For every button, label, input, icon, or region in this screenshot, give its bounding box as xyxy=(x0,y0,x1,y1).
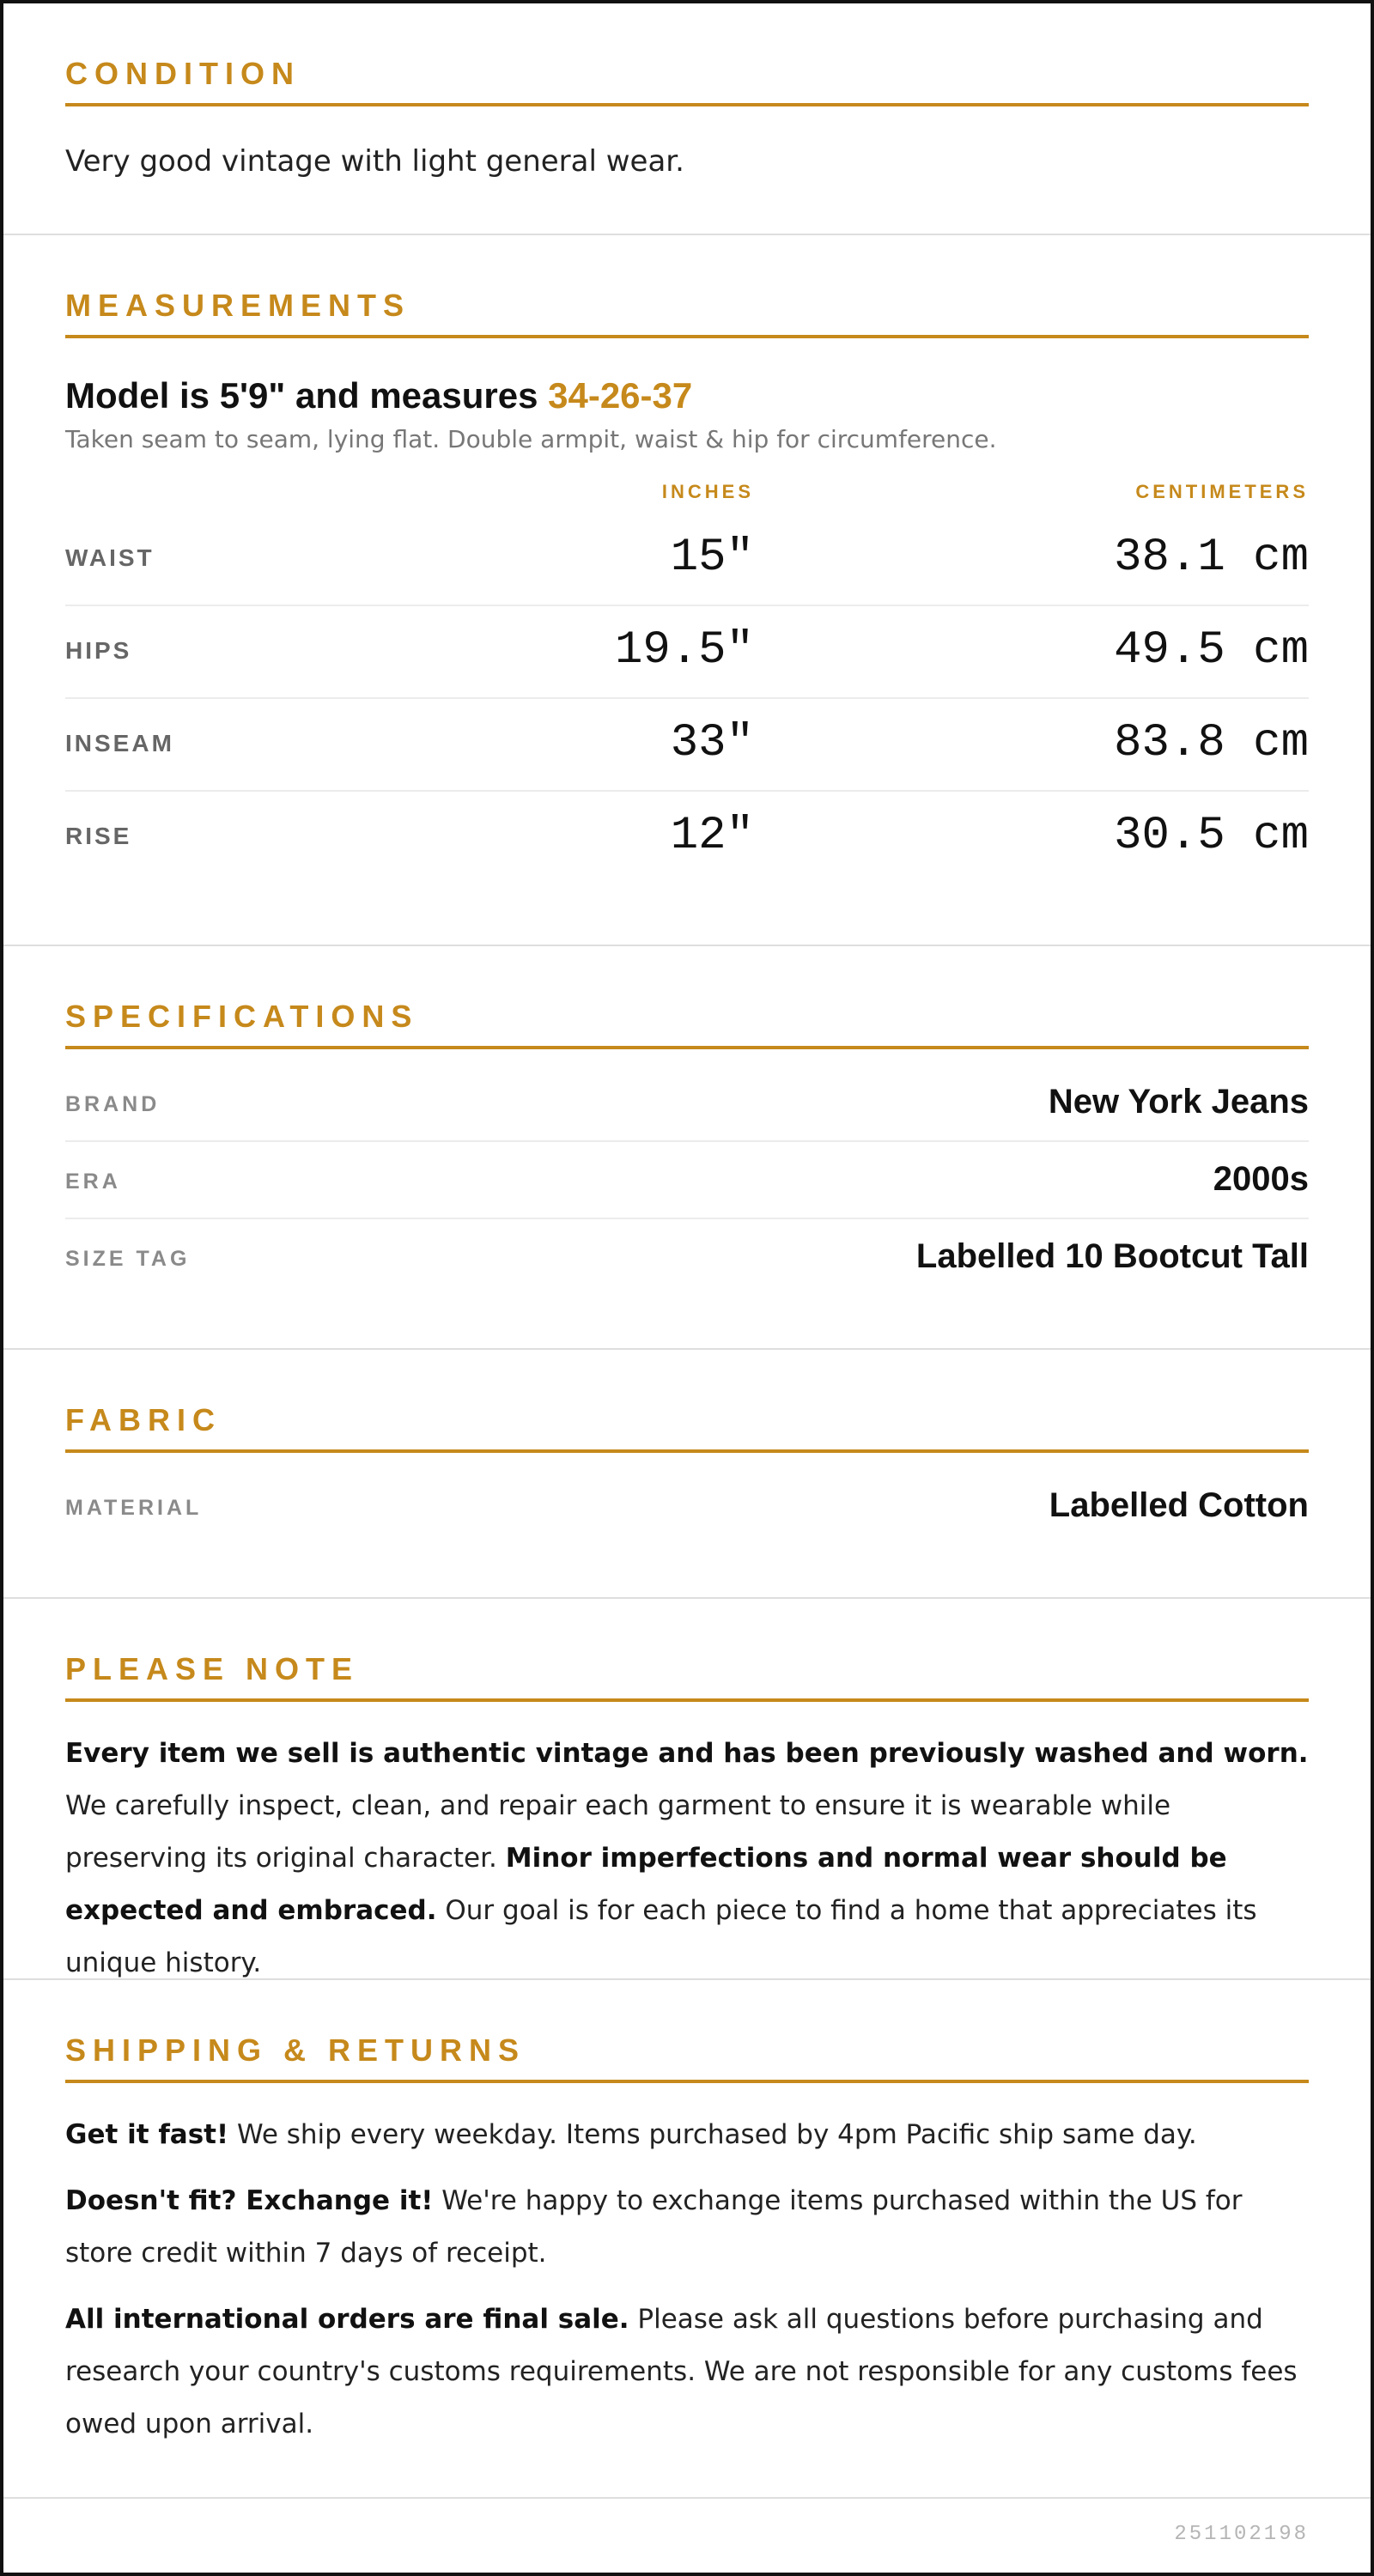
spec-key: SIZE TAG xyxy=(65,1247,191,1271)
product-id-code: 251102198 xyxy=(1174,2523,1309,2546)
spec-row-era xyxy=(65,1142,1309,1219)
measurements-note: Taken seam to seam, lying flat. Double armpit, waist & hip for circumference. xyxy=(65,425,997,453)
spec-row-brand xyxy=(65,1065,1309,1142)
shipping-fast-paragraph xyxy=(65,2109,1309,2161)
measurement-centimeters: 49.5 cm xyxy=(1114,624,1309,677)
spec-value: 2000s xyxy=(1213,1160,1309,1198)
measurement-row-hips xyxy=(65,606,1309,699)
specifications-heading: SPECIFICATIONS xyxy=(65,946,1309,1049)
note-bold-imperfections: Minor imperfections and normal wear should be expected and embraced. xyxy=(65,1843,1227,1926)
measurement-row-inseam xyxy=(65,699,1309,792)
please-note-text xyxy=(65,1728,1309,1990)
fabric-list xyxy=(65,1468,1309,1544)
model-prefix: Model is 5'9" and measures xyxy=(65,375,549,416)
measurement-inches: 33" xyxy=(670,717,754,769)
condition-description: Very good vintage with light general wear. xyxy=(65,144,684,179)
measurement-row-waist xyxy=(65,513,1309,606)
please-note-heading: PLEASE NOTE xyxy=(65,1599,1309,1702)
measurement-inches: 15" xyxy=(670,532,754,584)
fabric-value: Labelled Cotton xyxy=(1049,1486,1309,1524)
spec-row-size-tag xyxy=(65,1219,1309,1295)
measurement-label: RISE xyxy=(65,823,132,849)
column-header-inches: INCHES xyxy=(661,481,754,502)
specifications-list xyxy=(65,1065,1309,1295)
fabric-row-material xyxy=(65,1468,1309,1544)
exchange-paragraph xyxy=(65,2175,1309,2280)
model-measurements xyxy=(65,373,1309,419)
column-header-centimeters: CENTIMETERS xyxy=(1135,481,1309,502)
measurement-label: HIPS xyxy=(65,637,132,664)
shipping-returns-section xyxy=(3,1980,1371,2499)
exchange-text: We're happy to exchange items purchased within the US for store credit within 7 days of receipt. xyxy=(65,2185,1243,2269)
international-text: Please ask all questions before purchasing and research your country's customs requirements. We are not responsible for any customs fees owed upon arrival. xyxy=(65,2304,1298,2439)
measurement-centimeters: 83.8 cm xyxy=(1114,717,1309,769)
spec-key: ERA xyxy=(65,1170,121,1194)
note-text-goal: Our goal is for each piece to find a home that appreciates its unique history. xyxy=(65,1895,1257,1978)
measurement-centimeters: 30.5 cm xyxy=(1114,810,1309,862)
note-text-inspect: We carefully inspect, clean, and repair each garment to ensure it is wearable while preserving its original character. xyxy=(65,1790,1171,1874)
condition-section xyxy=(3,3,1371,235)
measurements-section xyxy=(3,235,1371,946)
international-paragraph xyxy=(65,2293,1309,2451)
spec-key: BRAND xyxy=(65,1092,161,1116)
measurement-inches: 19.5" xyxy=(614,624,754,677)
fabric-heading: FABRIC xyxy=(65,1350,1309,1453)
measurement-label: WAIST xyxy=(65,544,155,571)
model-measures-value: 34-26-37 xyxy=(548,375,693,416)
measurement-row-rise xyxy=(65,792,1309,883)
note-bold-authentic: Every item we sell is authentic vintage and has been previously washed and worn. xyxy=(65,1738,1309,1769)
shipping-fast-bold: Get it fast! xyxy=(65,2119,229,2150)
measurement-inches: 12" xyxy=(670,810,754,862)
specifications-section xyxy=(3,946,1371,1350)
product-footer xyxy=(3,2499,1371,2573)
international-bold: All international orders are final sale. xyxy=(65,2304,629,2335)
measurement-label: INSEAM xyxy=(65,730,174,756)
measurement-centimeters: 38.1 cm xyxy=(1114,532,1309,584)
shipping-fast-text: We ship every weekday. Items purchased by 4pm Pacific ship same day. xyxy=(228,2119,1197,2150)
spec-value: Labelled 10 Bootcut Tall xyxy=(915,1237,1309,1275)
measurements-heading: MEASUREMENTS xyxy=(65,235,1309,338)
please-note-section xyxy=(3,1599,1371,1980)
measurements-table-header xyxy=(65,481,1309,513)
fabric-section xyxy=(3,1350,1371,1599)
condition-heading: CONDITION xyxy=(65,3,1309,106)
spec-value: New York Jeans xyxy=(1048,1083,1309,1121)
fabric-key: MATERIAL xyxy=(65,1496,203,1520)
exchange-bold: Doesn't fit? Exchange it! xyxy=(65,2185,434,2216)
shipping-returns-heading: SHIPPING & RETURNS xyxy=(65,1980,1309,2083)
measurements-table xyxy=(65,481,1309,883)
